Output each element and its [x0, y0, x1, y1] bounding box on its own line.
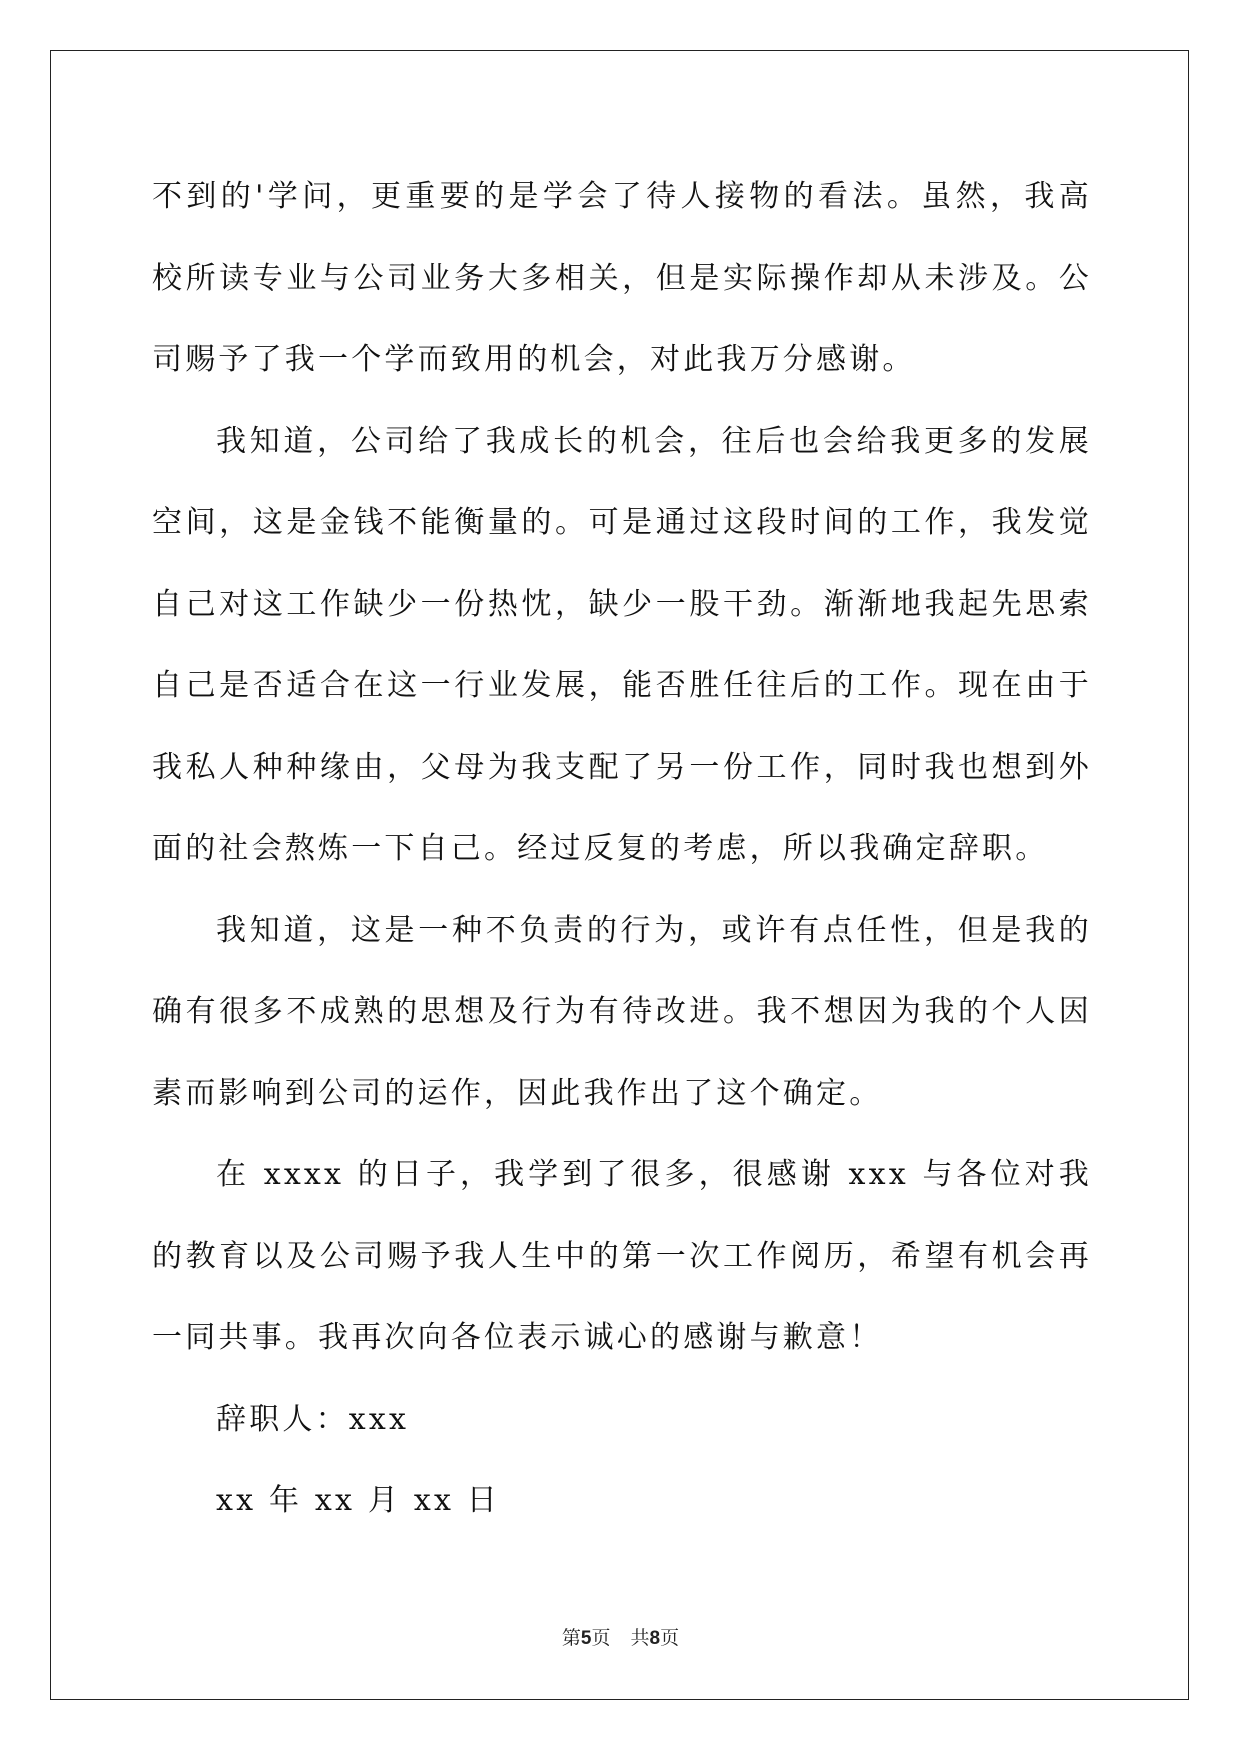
- paragraph-continuation: 不到的'学问，更重要的是学会了待人接物的看法。虽然，我高校所读专业与公司业务大多相关，但是实际操作却从未涉及。公司赐予了我一个学而致用的机会，对此我万分感谢。: [152, 179, 1092, 377]
- total-page-number: 8: [649, 1628, 661, 1649]
- footer-page-unit: 页: [591, 1627, 611, 1649]
- date-line: xx 年 xx 月 xx 日: [216, 1483, 500, 1518]
- current-page-number: 5: [580, 1628, 592, 1649]
- paragraph-reason: 我知道，公司给了我成长的机会，往后也会给我更多的发展空间，这是金钱不能衡量的。可是通过这段时间的工作，我发觉自己对这工作缺少一份热忱，缺少一股干劲。渐渐地我起先思索自己是否适合在这一行业发展，能否胜任往后的工作。现在由于我私人种种缘由，父母为我支配了另一份工作，同时我也想到外面的社会熬炼一下自己。经过反复的考虑，所以我确定辞职。: [152, 423, 1092, 866]
- page-footer: [0, 1623, 1241, 1650]
- document-body: [152, 156, 1092, 1542]
- signature-line: 辞职人：xxx: [216, 1401, 410, 1437]
- footer-total-prefix: 共: [630, 1627, 650, 1649]
- paragraph-thanks: 在 xxxx 的日子，我学到了很多，很感谢 xxx 与各位对我的教育以及公司赐予我人生中的第一次工作阅历，希望有机会再一同共事。我再次向各位表示诚心的感谢与歉意！: [152, 1157, 1092, 1355]
- footer-total-unit: 页: [660, 1627, 680, 1649]
- paragraph-apology: 我知道，这是一种不负责的行为，或许有点任性，但是我的确有很多不成熟的思想及行为有待改进。我不想因为我的个人因素而影响到公司的运作，因此我作出了这个确定。: [152, 912, 1092, 1111]
- footer-prefix: 第: [561, 1627, 581, 1649]
